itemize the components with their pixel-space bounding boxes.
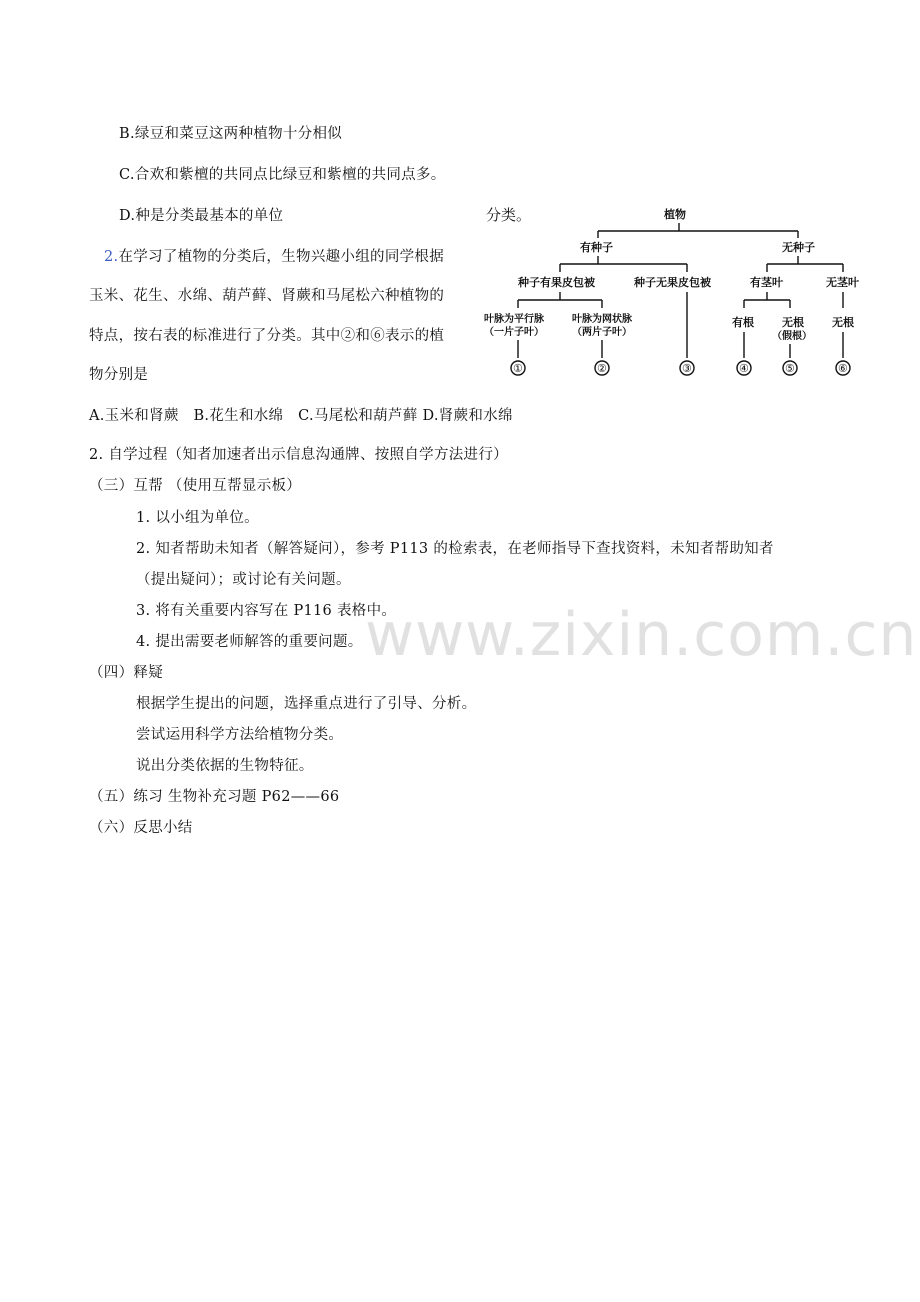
leaf-6: ⑥ [838,362,848,375]
node-no-stem-leaf: 无茎叶 [826,276,859,289]
section-5-heading: （五）练习 生物补充习题 P62——66 [89,789,340,805]
question-number: 2. [104,249,119,265]
leaf-2: ② [597,362,607,375]
option-b: B.绿豆和菜豆这两种植物十分相似 [119,126,343,142]
node-has-root: 有根 [732,316,754,329]
question-2-line-4: 物分别是 [89,367,149,383]
step-2-line-1: 2. 知者帮助未知者（解答疑问），参考 P113 的检索表，在老师指导下查找资料，未知者帮助知者 [136,541,774,557]
leaf-5: ⑤ [785,362,795,375]
node-no-root: 无根 [832,316,854,329]
diagram-caption: 分类。 [486,206,532,224]
leaf-1: ① [513,362,523,375]
node-root: 植物 [664,208,686,221]
question-2-line-1 [104,245,444,266]
node-one-cotyledon: （一片子叶） [484,327,544,338]
step-4: 4. 提出需要老师解答的重要问题。 [136,634,363,650]
node-net-vein: 叶脉为网状脉 [572,314,632,325]
step-2-line-2: （提出疑问）；或讨论有关问题。 [136,572,351,588]
node-has-seed: 有种子 [580,241,613,254]
node-seed-covered: 种子有果皮包被 [518,276,595,289]
node-has-stem-leaf: 有茎叶 [750,276,783,289]
classification-diagram [480,198,870,388]
section-3-heading: （三）互帮 （使用互帮显示板） [89,478,302,494]
watermark: www.zixin.com.cn [365,600,918,670]
step-1: 1. 以小组为单位。 [136,510,259,526]
question-2-line-2: 玉米、花生、水绵、葫芦藓、肾蕨和马尾松六种植物的 [89,288,445,304]
section-4-heading: （四）释疑 [89,665,163,681]
leaf-3: ③ [682,362,692,375]
question-2-line-3: 特点，按右表的标准进行了分类。其中②和⑥表示的植 [89,328,445,344]
explain-2: 尝试运用科学方法给植物分类。 [136,727,344,743]
node-no-root-false: 无根 [782,316,804,329]
node-false-root: （假根） [772,331,812,342]
option-c: C.合欢和紫檀的共同点比绿豆和紫檀的共同点多。 [119,167,446,183]
section-6-heading: （六）反思小结 [89,820,193,836]
process-item-2: 2. 自学过程（知者加速者出示信息沟通牌、按照自学方法进行） [89,447,508,463]
question-text: 在学习了植物的分类后，生物兴趣小组的同学根据 [118,249,445,265]
step-3: 3. 将有关重要内容写在 P116 表格中。 [136,603,397,619]
option-d: D.种是分类最基本的单位 [119,208,284,224]
question-2-answers: A.玉米和肾蕨 B.花生和水绵 C.马尾松和葫芦藓 D.肾蕨和水绵 [89,408,513,424]
node-seed-bare: 种子无果皮包被 [634,276,711,289]
leaf-4: ④ [739,362,749,375]
explain-3: 说出分类依据的生物特征。 [136,758,314,774]
node-no-seed: 无种子 [782,241,815,254]
explain-1: 根据学生提出的问题，选择重点进行了引导、分析。 [136,696,477,712]
node-parallel-vein: 叶脉为平行脉 [484,314,544,325]
node-two-cotyledons: （两片子叶） [572,327,632,338]
